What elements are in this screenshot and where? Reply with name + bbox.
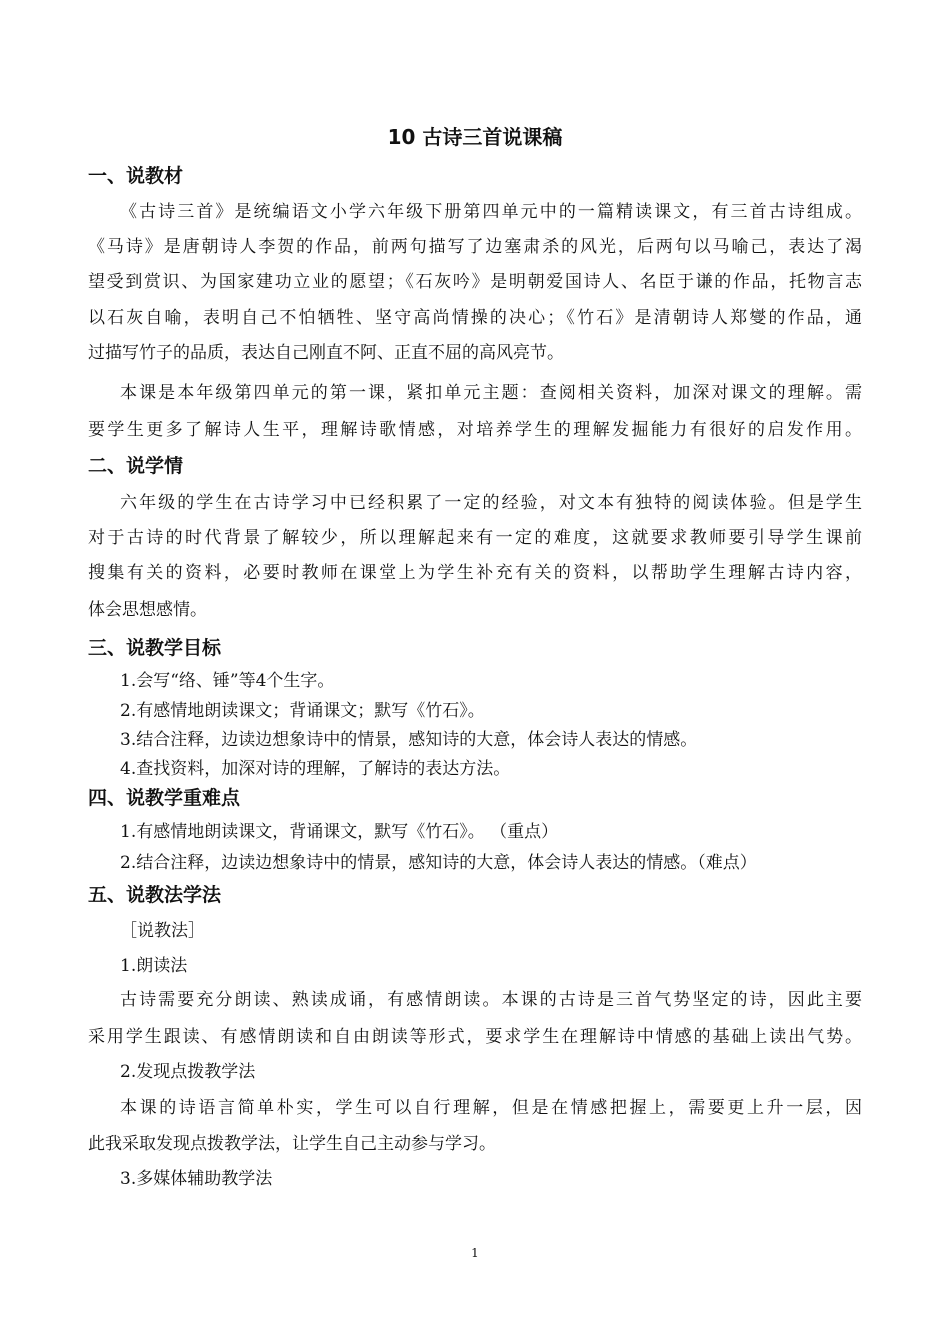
paragraph-line: 望受到赏识、为国家建功立业的愿望；《石灰吟》是明朝爱国诗人、名臣于谦的作品，托物言志 bbox=[88, 272, 862, 292]
paragraph-line: 以石灰自喻，表明自己不怕牺牲、坚守高尚情操的决心；《竹石》是清朝诗人郑燮的作品，通 bbox=[88, 308, 862, 328]
goal-item: 1.会写“络、锤”等4个生字。 bbox=[120, 671, 335, 691]
document-title: 10 古诗三首说课稿 bbox=[387, 125, 563, 149]
section-heading-teaching-goals: 三、说教学目标 bbox=[88, 637, 222, 659]
paragraph-line: 本课的诗语言简单朴实，学生可以自行理解，但是在情感把握上，需要更上升一层，因 bbox=[120, 1098, 862, 1118]
method-subheading: ［说教法］ bbox=[120, 921, 205, 941]
method-item: 3.多媒体辅助教学法 bbox=[120, 1169, 273, 1189]
paragraph-line: 本课是本年级第四单元的第一课，紧扣单元主题：查阅相关资料，加深对课文的理解。需 bbox=[120, 383, 862, 403]
page-number: 1 bbox=[471, 1246, 479, 1260]
section-heading-teaching-material: 一、说教材 bbox=[88, 165, 184, 187]
section-heading-student-situation: 二、说学情 bbox=[88, 455, 184, 477]
goal-item: 4.查找资料，加深对诗的理解，了解诗的表达方法。 bbox=[120, 759, 511, 779]
paragraph-line: 《马诗》是唐朝诗人李贺的作品，前两句描写了边塞肃杀的风光，后两句以马喻己，表达了渴 bbox=[88, 237, 862, 257]
goal-item: 2.有感情地朗读课文；背诵课文；默写《竹石》。 bbox=[120, 701, 485, 721]
paragraph-line: 此我采取发现点拨教学法，让学生自己主动参与学习。 bbox=[88, 1134, 496, 1154]
paragraph-line: 搜集有关的资料，必要时教师在课堂上为学生补充有关的资料，以帮助学生理解古诗内容， bbox=[88, 563, 862, 583]
method-item: 1.朗读法 bbox=[120, 956, 188, 976]
paragraph-line: 六年级的学生在古诗学习中已经积累了一定的经验，对文本有独特的阅读体验。但是学生 bbox=[120, 493, 862, 513]
paragraph-line: 体会思想感情。 bbox=[88, 600, 207, 620]
section-heading-teaching-methods: 五、说教法学法 bbox=[88, 884, 222, 906]
paragraph-line: 要学生更多了解诗人生平，理解诗歌情感，对培养学生的理解发掘能力有很好的启发作用。 bbox=[88, 420, 862, 440]
key-point-item: 2.结合注释，边读边想象诗中的情景，感知诗的大意，体会诗人表达的情感。（难点） bbox=[120, 853, 757, 873]
method-item: 2.发现点拨教学法 bbox=[120, 1062, 256, 1082]
section-heading-key-points: 四、说教学重难点 bbox=[88, 787, 241, 809]
paragraph-line: 过描写竹子的品质，表达自己刚直不阿、正直不屈的高风亮节。 bbox=[88, 343, 564, 363]
paragraph-line: 对于古诗的时代背景了解较少，所以理解起来有一定的难度，这就要求教师要引导学生课前 bbox=[88, 528, 862, 548]
paragraph-line: 《古诗三首》是统编语文小学六年级下册第四单元中的一篇精读课文，有三首古诗组成。 bbox=[120, 202, 862, 222]
goal-item: 3.结合注释，边读边想象诗中的情景，感知诗的大意，体会诗人表达的情感。 bbox=[120, 730, 698, 750]
paragraph-line: 采用学生跟读、有感情朗读和自由朗读等形式，要求学生在理解诗中情感的基础上读出气势。 bbox=[88, 1027, 862, 1047]
paragraph-line: 古诗需要充分朗读、熟读成诵，有感情朗读。本课的古诗是三首气势坚定的诗，因此主要 bbox=[120, 990, 862, 1010]
key-point-item: 1.有感情地朗读课文，背诵课文，默写《竹石》。 （重点） bbox=[120, 822, 559, 842]
